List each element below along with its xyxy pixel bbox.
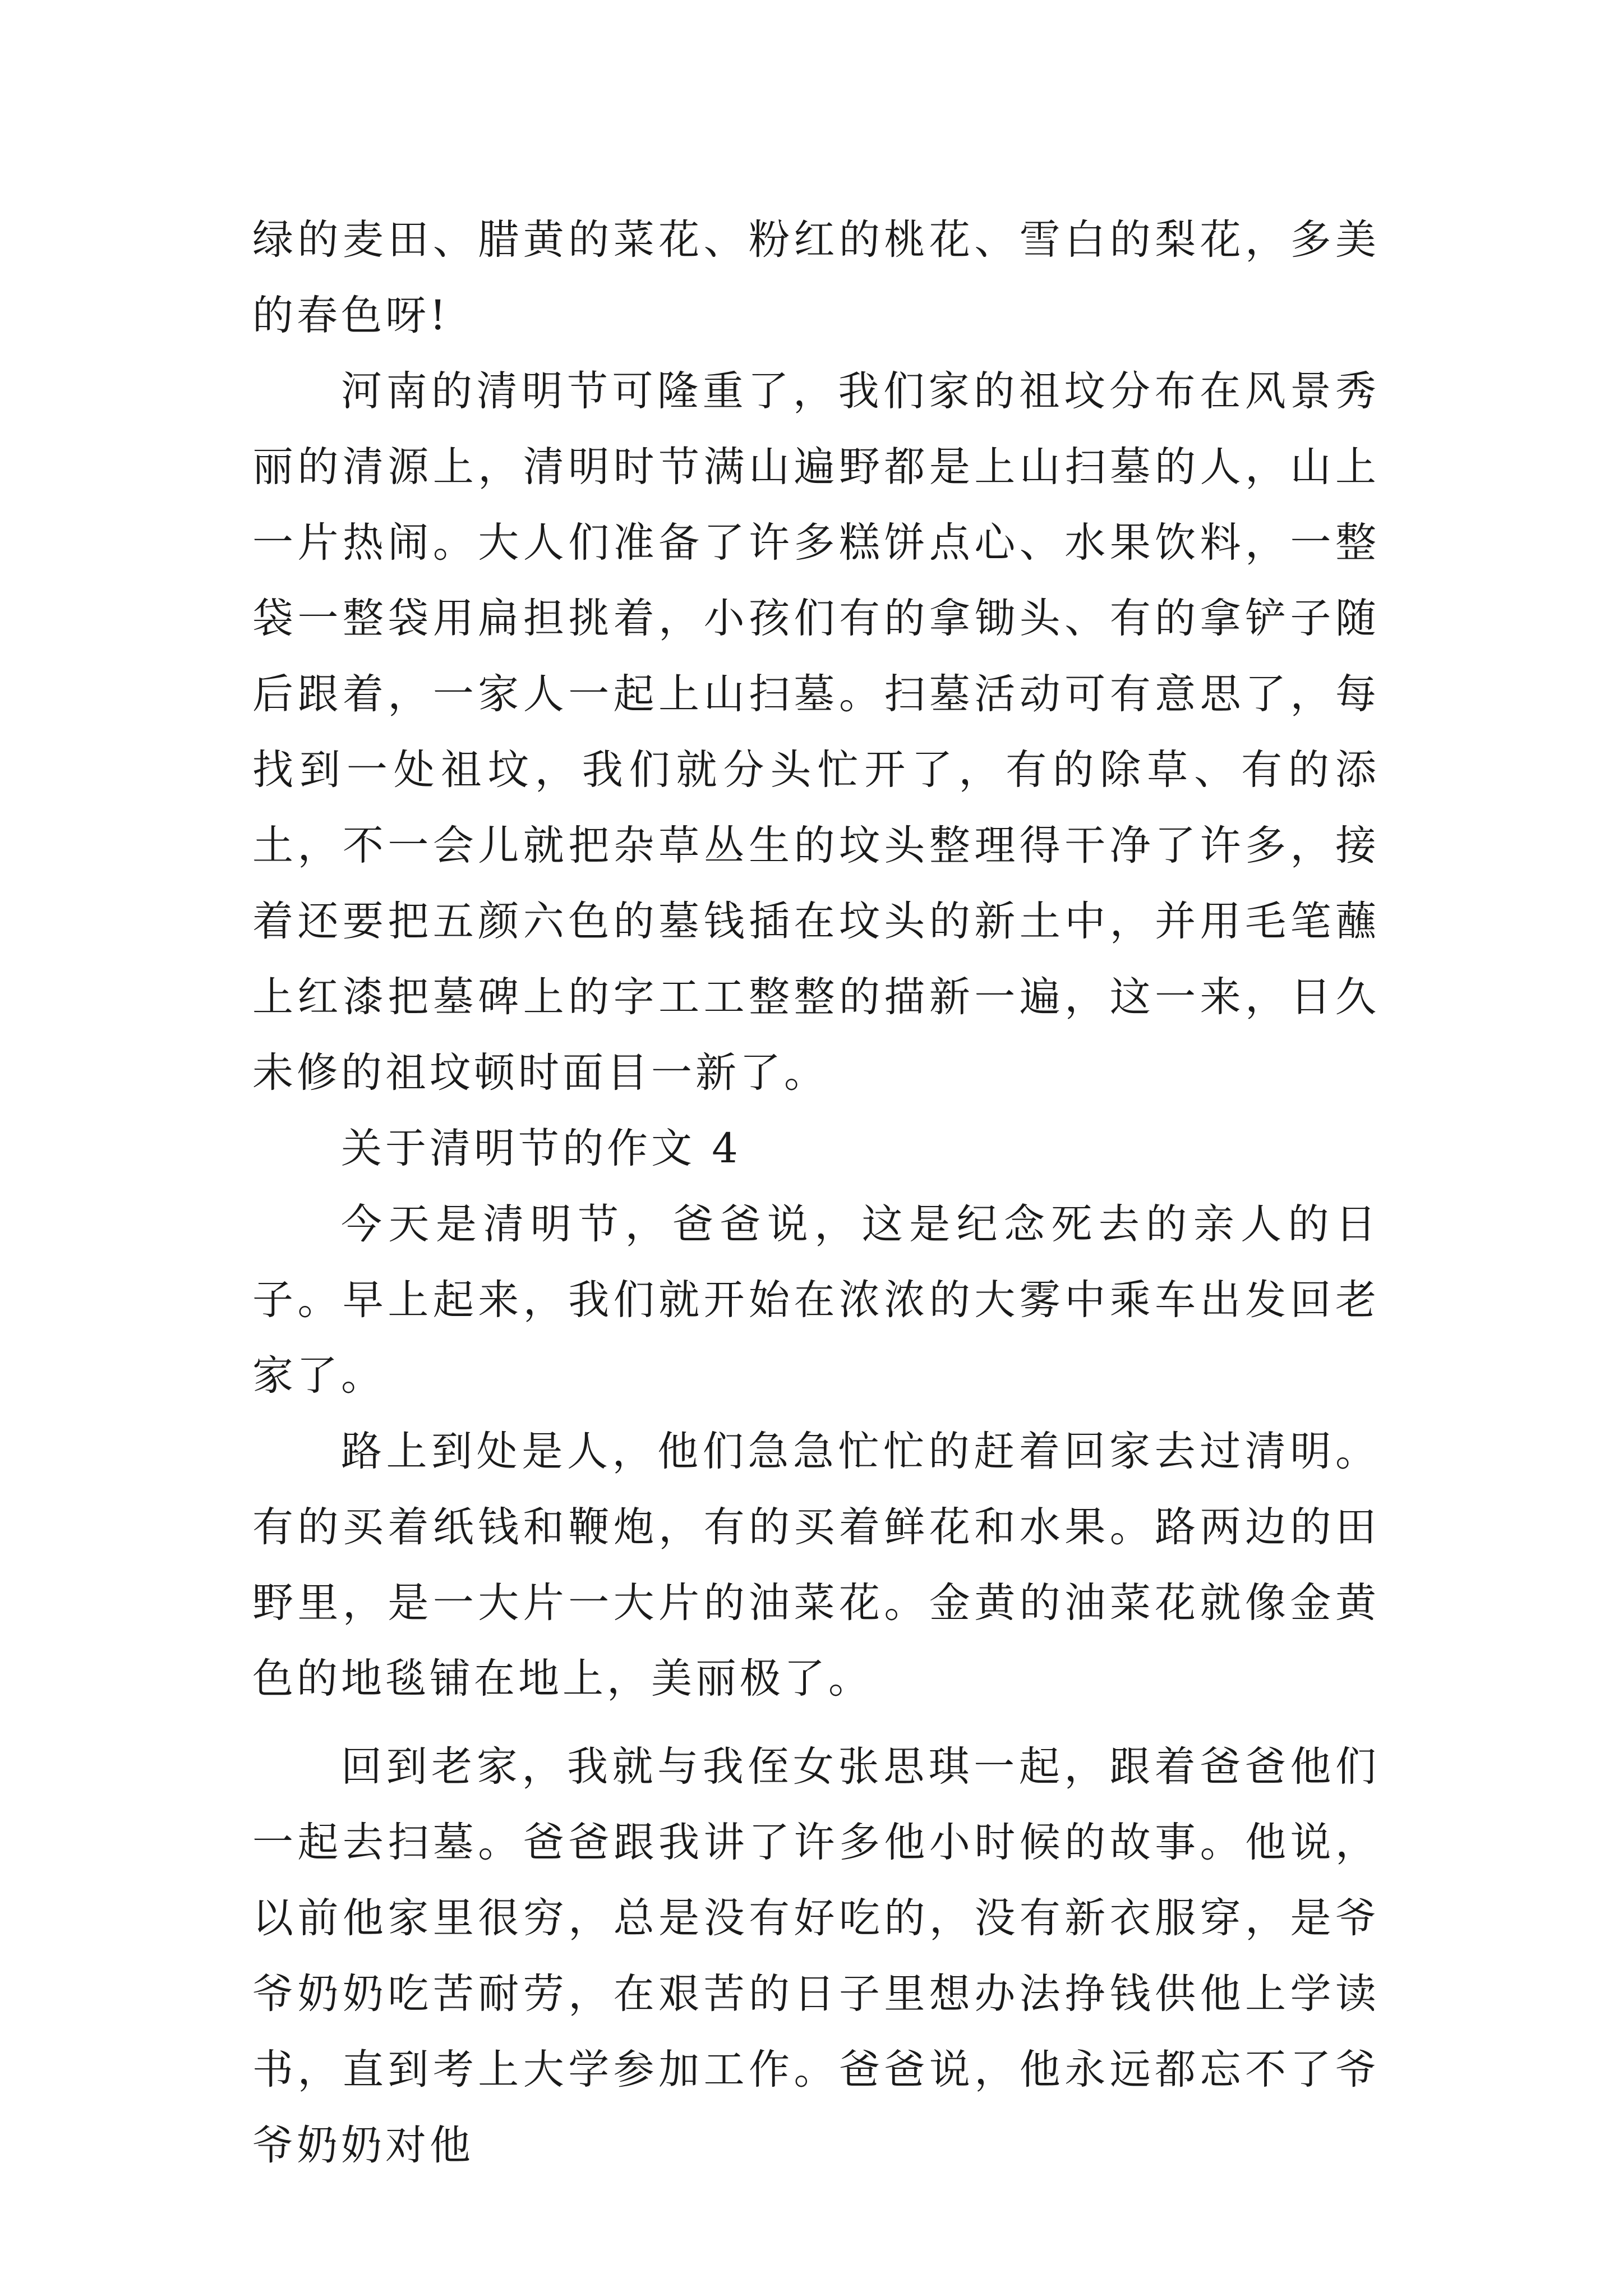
document-body — [252, 202, 1380, 2183]
paragraph-hometown: 回到老家，我就与我侄女张思琪一起，跟着爸爸他们一起去扫墓。爸爸跟我讲了许多他小时候的故事。他说，以前他家里很穷，总是没有好吃的，没有新衣服穿，是爷爷奶奶吃苦耐劳，在艰苦的日子里想办法挣钱供他上学读书，直到考上大学参加工作。爸爸说，他永远都忘不了爷爷奶奶对他 — [252, 1743, 1380, 2169]
paragraph-road: 路上到处是人，他们急急忙忙的赶着回家去过清明。有的买着纸钱和鞭炮，有的买着鲜花和水果。路两边的田野里，是一大片一大片的油菜花。金黄的油菜花就像金黄色的地毯铺在地上，美丽极了。 — [252, 1428, 1380, 1703]
section-heading: 关于清明节的作文 4 — [341, 1125, 741, 1172]
paragraph-continued: 绿的麦田、腊黄的菜花、粉红的桃花、雪白的梨花，多美的春色呀! — [252, 216, 1380, 339]
paragraph-qingming-henan: 河南的清明节可隆重了，我们家的祖坟分布在风景秀丽的清源上，清明时节满山遍野都是上山扫墓的人，山上一片热闹。大人们准备了许多糕饼点心、水果饮料，一整袋一整袋用扁担挑着，小孩们有的拿锄头、有的拿铲子随后跟着，一家人一起上山扫墓。扫墓活动可有意思了，每找到一处祖坟，我们就分头忙开了，有的除草、有的添土，不一会儿就把杂草丛生的坟头整理得干净了许多，接着还要把五颜六色的墓钱插在坟头的新土中，并用毛笔蘸上红漆把墓碑上的字工工整整的描新一遍，这一来，日久未修的祖坟顿时面目一新了。 — [252, 367, 1380, 1097]
paragraph-intro: 今天是清明节，爸爸说，这是纪念死去的亲人的日子。早上起来，我们就开始在浓浓的大雾中乘车出发回老家了。 — [252, 1200, 1380, 1400]
